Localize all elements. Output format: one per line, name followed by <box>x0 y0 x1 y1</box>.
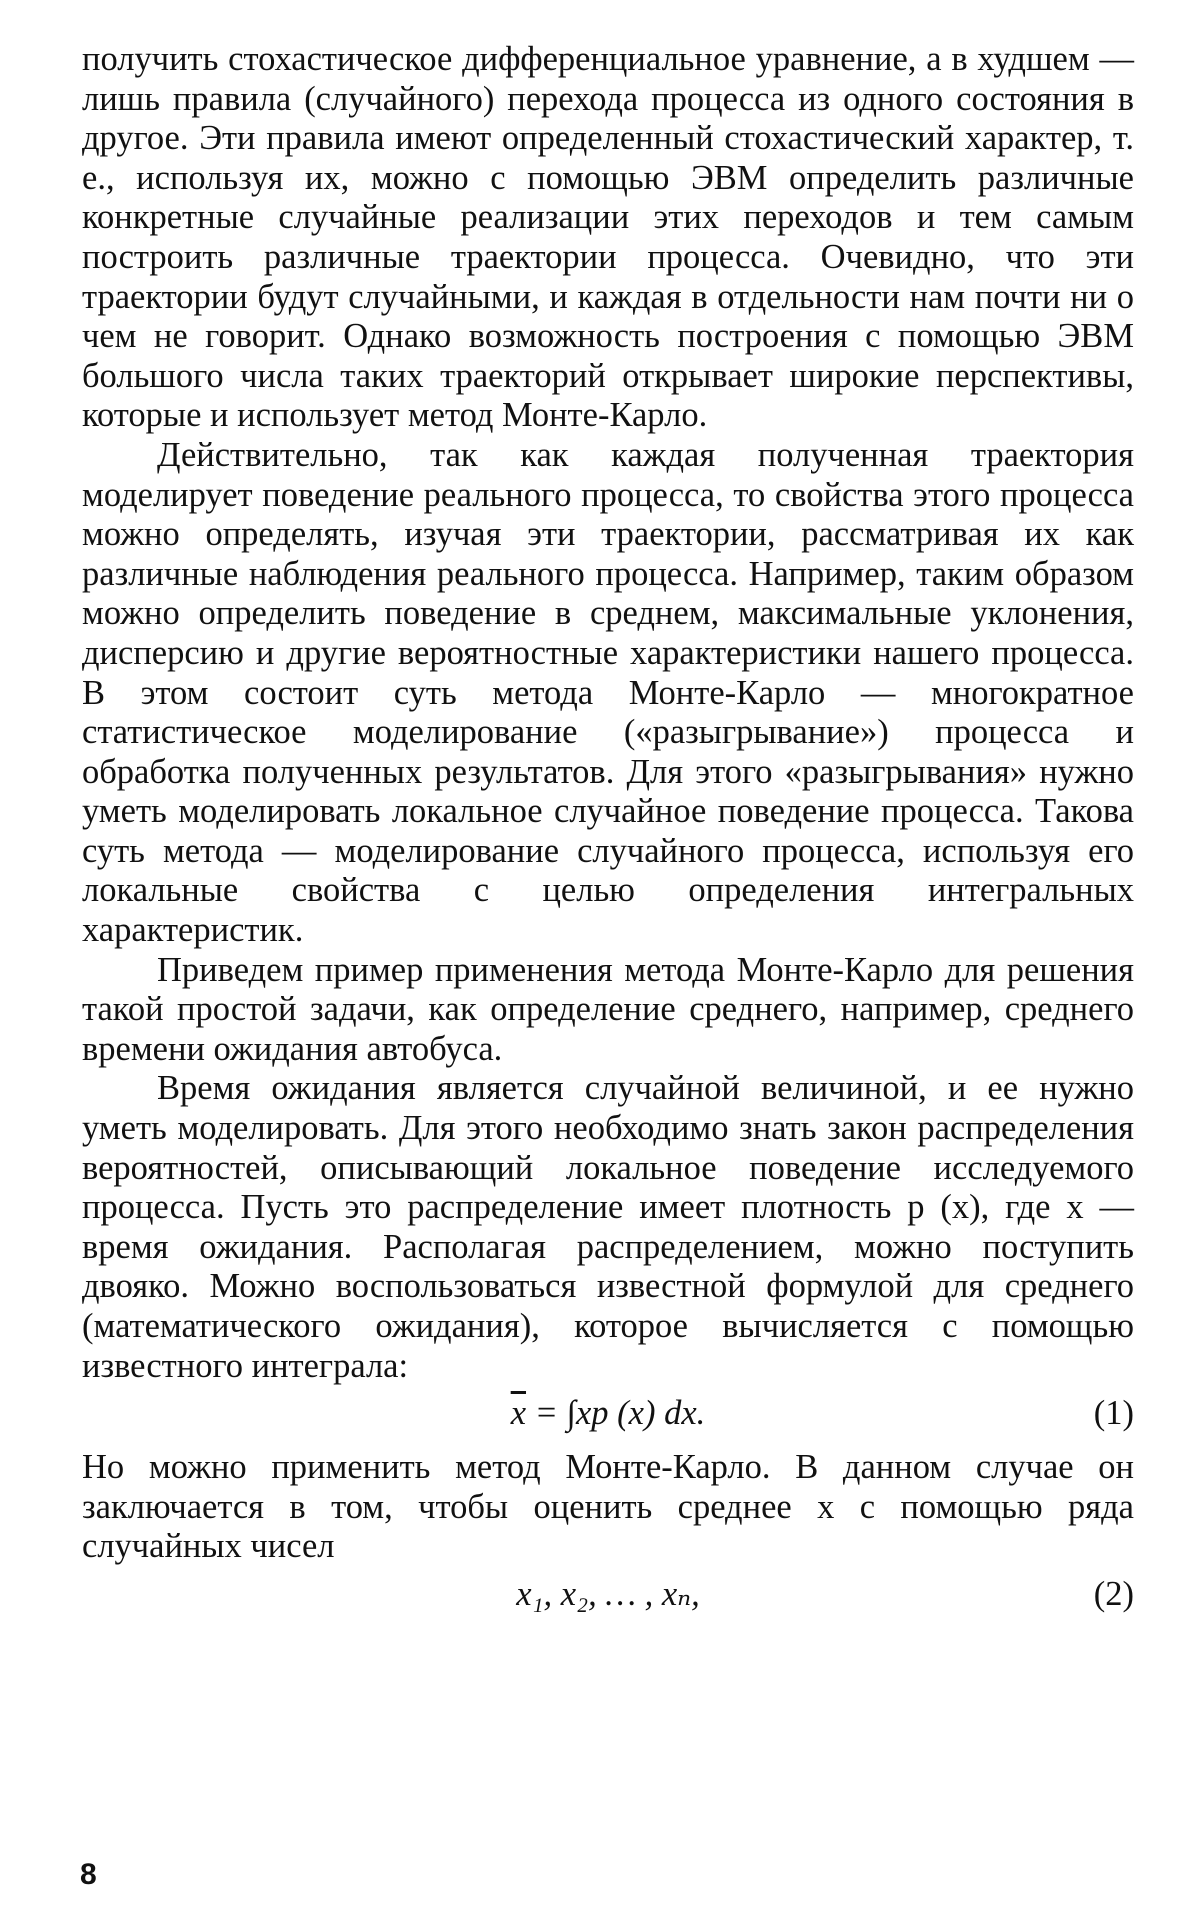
formula-2-number: (2) <box>1093 1574 1134 1613</box>
formula-1-mean-x: $\overline{x}$ <box>510 1394 527 1433</box>
formula-2-expression: x₁, x₂, … , xₙ, <box>516 1574 700 1613</box>
paragraph-2: Действительно, так как каждая полученная траектория моделирует поведение реального процесса, то свойства этого процесса можно определять, изучая эти траектории, рассматривая их как различные наблюдения реального процесса. Например, таким образом можно определить поведение в среднем, максимальные уклонения, дисперсию и другие вероятностные характеристики нашего процесса. В этом состоит суть метода Монте-Карло — многократное статистическое моделирование («разыгрывание») процесса и обработка полученных результатов. Для этого «разыгрывания» нужно уметь моделировать локальное случайное поведение процесса. Такова суть метода — моделирование случайного процесса, используя его локальные свойства с целью определения интегральных характеристик. <box>82 435 1134 950</box>
page-number: 8 <box>80 1858 97 1891</box>
paragraph-4: Время ожидания является случайной величиной, и ее нужно уметь моделировать. Для этого необходимо знать закон распределения вероятностей, описывающий локальное поведение исследуемого процесса. Пусть это распределение имеет плотность p (x), где x — время ожидания. Располагая распределением, можно поступить двояко. Можно воспользоваться известной формулой для среднего (математического ожидания), которое вычисляется с помощью известного интеграла: <box>82 1069 1134 1385</box>
paragraph-3: Приведем пример применения метода Монте-Карло для решения такой простой задачи, как определение среднего, например, среднего времени ожидания автобуса. <box>82 950 1134 1068</box>
formula-1-number: (1) <box>1093 1394 1134 1433</box>
formula-1-expression <box>82 1394 1134 1434</box>
main-text <box>82 40 1134 1629</box>
formula-1-integral: = ∫xp (x) dx. <box>526 1394 706 1433</box>
paragraph-1: получить стохастическое дифференциальное уравнение, а в худшем — лишь правила (случайного) перехода процесса из одного состояния в другое. Эти правила имеют определенный стохастический характер, т. е., используя их, можно с помощью ЭВМ определить различные конкретные случайные реализации этих переходов и тем самым построить различные траектории процесса. Очевидно, что эти траектории будут случайными, и каждая в отдельности нам почти ни о чем не говорит. Однако возможность построения с помощью ЭВМ большого числа таких траекторий открывает широкие перспективы, которые и использует метод Монте-Карло. <box>82 40 1134 435</box>
formula-1 <box>82 1390 1134 1438</box>
paragraph-5: Но можно применить метод Монте-Карло. В данном случае он заключается в том, чтобы оценить среднее x с помощью ряда случайных чисел <box>82 1448 1134 1566</box>
formula-2 <box>82 1571 1134 1619</box>
